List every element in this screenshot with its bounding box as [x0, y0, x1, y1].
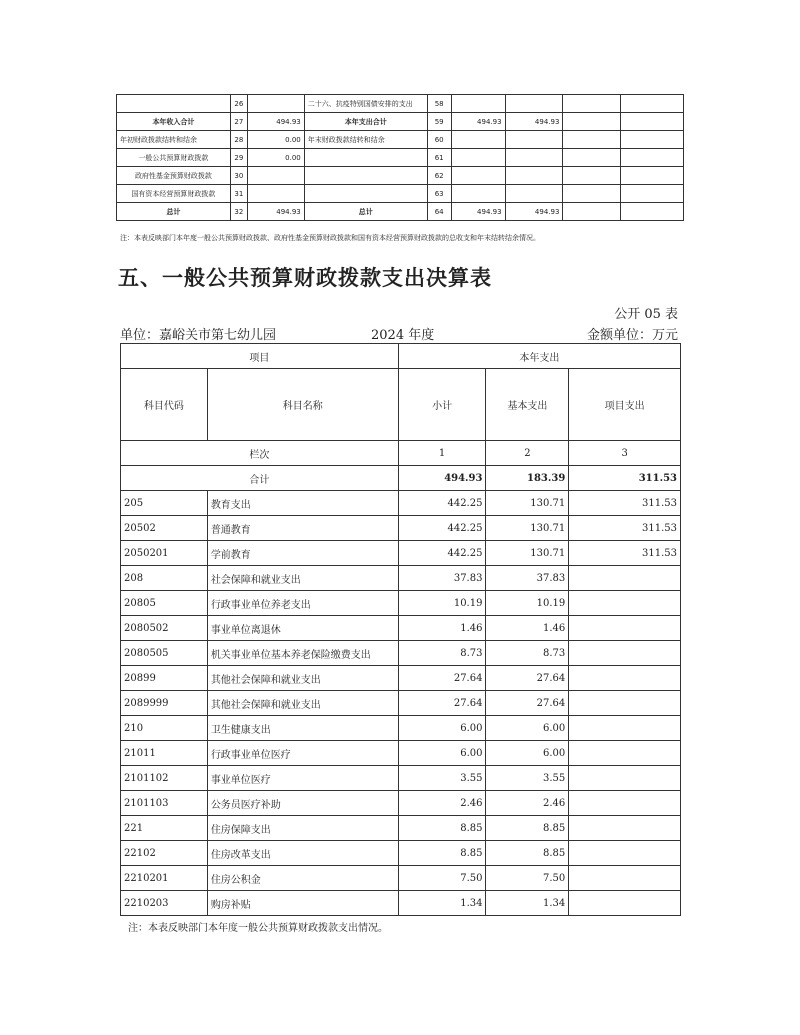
subtotal-value: 8.73 [398, 641, 486, 666]
subtotal-value: 6.00 [398, 741, 486, 766]
expenditure-amount-3 [563, 95, 621, 113]
expenditure-row [121, 891, 681, 916]
expenditure-label: 本年支出合计 [304, 113, 427, 131]
subject-name: 事业单位离退休 [207, 616, 398, 641]
subject-code: 2050201 [121, 541, 208, 566]
project-value: 311.53 [569, 541, 681, 566]
summary-row [117, 185, 684, 203]
header-row-2 [121, 369, 681, 441]
expenditure-row [121, 566, 681, 591]
expenditure-row [121, 816, 681, 841]
total-row [121, 466, 681, 491]
lanci-row [121, 441, 681, 466]
expenditure-amount-3 [563, 185, 621, 203]
row-label [117, 95, 231, 113]
total-subtotal: 494.93 [398, 466, 486, 491]
revenue-expenditure-summary-table [116, 94, 684, 221]
expenditure-amount-4 [621, 131, 684, 149]
basic-value: 27.64 [486, 691, 569, 716]
subject-code: 2089999 [121, 691, 208, 716]
expenditure-amount-2 [505, 149, 563, 167]
subtotal-value: 442.25 [398, 516, 486, 541]
expenditure-amount-2 [505, 131, 563, 149]
subtotal-value: 6.00 [398, 716, 486, 741]
expenditure-row-number: 62 [427, 167, 451, 185]
income-amount [247, 167, 304, 185]
lanci-2: 2 [486, 441, 569, 466]
income-amount: 494.93 [247, 113, 304, 131]
subject-name: 行政事业单位养老支出 [207, 591, 398, 616]
basic-value: 130.71 [486, 491, 569, 516]
lanci-label: 栏次 [121, 441, 399, 466]
subtotal-value: 8.85 [398, 816, 486, 841]
expenditure-row [121, 641, 681, 666]
row-label: 本年收入合计 [117, 113, 231, 131]
subject-code: 205 [121, 491, 208, 516]
project-value [569, 841, 681, 866]
row-label: 国有资本经营预算财政拨款 [117, 185, 231, 203]
expenditure-row [121, 691, 681, 716]
basic-value: 1.34 [486, 891, 569, 916]
subject-name: 普通教育 [207, 516, 398, 541]
general-budget-expenditure-table [120, 343, 681, 916]
project-value [569, 566, 681, 591]
expenditure-label [304, 149, 427, 167]
row-number: 26 [230, 95, 247, 113]
expenditure-amount-2: 494.93 [505, 113, 563, 131]
expenditure-amount-1 [451, 167, 505, 185]
row-number: 31 [230, 185, 247, 203]
table-number: 公开 05 表 [614, 307, 678, 322]
col-project-header: 项目支出 [569, 369, 681, 441]
subject-name: 购房补贴 [207, 891, 398, 916]
summary-table-note: 注：本表反映部门本年度一般公共预算财政拨款、政府性基金预算财政拨款和国有资本经营预算财政拨款的总收支和年末结转结余情况。 [120, 234, 540, 242]
expenditure-table-body [121, 344, 681, 916]
basic-value: 6.00 [486, 716, 569, 741]
subject-name: 教育支出 [207, 491, 398, 516]
expenditure-row [121, 866, 681, 891]
basic-value: 130.71 [486, 541, 569, 566]
project-value [569, 766, 681, 791]
expenditure-row [121, 591, 681, 616]
income-amount: 0.00 [247, 149, 304, 167]
basic-value: 3.55 [486, 766, 569, 791]
expenditure-amount-2 [505, 185, 563, 203]
project-value [569, 666, 681, 691]
expenditure-row-number: 63 [427, 185, 451, 203]
row-number: 27 [230, 113, 247, 131]
expenditure-row [121, 616, 681, 641]
project-value [569, 591, 681, 616]
expenditure-row [121, 541, 681, 566]
expenditure-label [304, 167, 427, 185]
expenditure-row-number: 59 [427, 113, 451, 131]
project-value [569, 616, 681, 641]
subject-name: 卫生健康支出 [207, 716, 398, 741]
row-label: 政府性基金预算财政拨款 [117, 167, 231, 185]
subject-code: 2210203 [121, 891, 208, 916]
project-value [569, 866, 681, 891]
project-value [569, 791, 681, 816]
expenditure-row-number: 64 [427, 203, 451, 221]
project-value [569, 641, 681, 666]
expenditure-row [121, 516, 681, 541]
project-value [569, 716, 681, 741]
summary-row [117, 167, 684, 185]
expenditure-row [121, 666, 681, 691]
income-amount: 494.93 [247, 203, 304, 221]
amount-unit-label: 金额单位：万元 [586, 328, 678, 343]
subject-name: 行政事业单位医疗 [207, 741, 398, 766]
expenditure-row [121, 841, 681, 866]
expenditure-row-number: 60 [427, 131, 451, 149]
expenditure-amount-1 [451, 95, 505, 113]
row-number: 32 [230, 203, 247, 221]
expenditure-amount-4 [621, 113, 684, 131]
unit-label: 单位：嘉峪关市第七幼儿园 [120, 328, 277, 343]
expenditure-amount-4 [621, 149, 684, 167]
project-value [569, 816, 681, 841]
expenditure-table-note: 注：本表反映部门本年度一般公共预算财政拨款支出情况。 [128, 923, 388, 934]
basic-value: 37.83 [486, 566, 569, 591]
subject-name: 住房保障支出 [207, 816, 398, 841]
col-code-header: 科目代码 [121, 369, 208, 441]
project-value: 311.53 [569, 516, 681, 541]
expenditure-amount-2 [505, 167, 563, 185]
income-amount: 0.00 [247, 131, 304, 149]
expenditure-amount-4 [621, 185, 684, 203]
project-value: 311.53 [569, 491, 681, 516]
header-current-year: 本年支出 [398, 344, 680, 369]
total-label: 合计 [121, 466, 399, 491]
subject-code: 2101102 [121, 766, 208, 791]
income-amount [247, 185, 304, 203]
total-basic: 183.39 [486, 466, 569, 491]
expenditure-amount-4 [621, 95, 684, 113]
basic-value: 8.85 [486, 816, 569, 841]
expenditure-amount-2 [505, 95, 563, 113]
project-value [569, 741, 681, 766]
basic-value: 2.46 [486, 791, 569, 816]
subject-name: 社会保障和就业支出 [207, 566, 398, 591]
subject-code: 2080505 [121, 641, 208, 666]
col-basic-header: 基本支出 [486, 369, 569, 441]
section-title: 五、一般公共预算财政拨款支出决算表 [118, 266, 492, 290]
subject-name: 住房公积金 [207, 866, 398, 891]
row-label: 总计 [117, 203, 231, 221]
subtotal-value: 37.83 [398, 566, 486, 591]
subject-code: 20502 [121, 516, 208, 541]
summary-row [117, 203, 684, 221]
lanci-3: 3 [569, 441, 681, 466]
total-project: 311.53 [569, 466, 681, 491]
row-number: 29 [230, 149, 247, 167]
subject-code: 21011 [121, 741, 208, 766]
expenditure-amount-1 [451, 131, 505, 149]
expenditure-amount-3 [563, 203, 621, 221]
subject-code: 20899 [121, 666, 208, 691]
subject-name: 其他社会保障和就业支出 [207, 666, 398, 691]
row-label: 年初财政拨款结转和结余 [117, 131, 231, 149]
expenditure-amount-4 [621, 167, 684, 185]
expenditure-amount-2: 494.93 [505, 203, 563, 221]
col-subtotal-header: 小计 [398, 369, 486, 441]
basic-value: 1.46 [486, 616, 569, 641]
subject-name: 公务员医疗补助 [207, 791, 398, 816]
project-value [569, 891, 681, 916]
expenditure-amount-1: 494.93 [451, 203, 505, 221]
row-label: 一般公共预算财政拨款 [117, 149, 231, 167]
summary-row [117, 113, 684, 131]
summary-row [117, 149, 684, 167]
expenditure-amount-4 [621, 203, 684, 221]
basic-value: 10.19 [486, 591, 569, 616]
expenditure-label: 二十六、抗疫特别国债安排的支出 [304, 95, 427, 113]
expenditure-label: 年末财政拨款结转和结余 [304, 131, 427, 149]
subject-code: 2080502 [121, 616, 208, 641]
basic-value: 27.64 [486, 666, 569, 691]
subject-code: 221 [121, 816, 208, 841]
header-item: 项目 [121, 344, 399, 369]
subtotal-value: 2.46 [398, 791, 486, 816]
project-value [569, 691, 681, 716]
subject-name: 机关事业单位基本养老保险缴费支出 [207, 641, 398, 666]
expenditure-amount-1 [451, 185, 505, 203]
expenditure-row [121, 716, 681, 741]
expenditure-row-number: 58 [427, 95, 451, 113]
subtotal-value: 442.25 [398, 541, 486, 566]
subtotal-value: 1.46 [398, 616, 486, 641]
basic-value: 7.50 [486, 866, 569, 891]
year-label: 2024 年度 [371, 328, 435, 343]
basic-value: 8.85 [486, 841, 569, 866]
basic-value: 8.73 [486, 641, 569, 666]
subtotal-value: 7.50 [398, 866, 486, 891]
subtotal-value: 27.64 [398, 666, 486, 691]
row-number: 28 [230, 131, 247, 149]
expenditure-amount-3 [563, 167, 621, 185]
expenditure-amount-3 [563, 131, 621, 149]
col-name-header: 科目名称 [207, 369, 398, 441]
summary-row [117, 95, 684, 113]
expenditure-row [121, 491, 681, 516]
expenditure-amount-3 [563, 149, 621, 167]
subject-code: 208 [121, 566, 208, 591]
subtotal-value: 1.34 [398, 891, 486, 916]
expenditure-amount-3 [563, 113, 621, 131]
expenditure-amount-1 [451, 149, 505, 167]
header-row-1 [121, 344, 681, 369]
subject-name: 学前教育 [207, 541, 398, 566]
row-number: 30 [230, 167, 247, 185]
subtotal-value: 8.85 [398, 841, 486, 866]
subject-code: 210 [121, 716, 208, 741]
subject-name: 住房改革支出 [207, 841, 398, 866]
subject-name: 事业单位医疗 [207, 766, 398, 791]
lanci-1: 1 [398, 441, 486, 466]
expenditure-label [304, 185, 427, 203]
expenditure-label: 总计 [304, 203, 427, 221]
expenditure-row [121, 791, 681, 816]
basic-value: 6.00 [486, 741, 569, 766]
basic-value: 130.71 [486, 516, 569, 541]
subtotal-value: 442.25 [398, 491, 486, 516]
expenditure-row [121, 766, 681, 791]
subject-code: 2101103 [121, 791, 208, 816]
subtotal-value: 3.55 [398, 766, 486, 791]
income-amount [247, 95, 304, 113]
expenditure-row-number: 61 [427, 149, 451, 167]
subtotal-value: 10.19 [398, 591, 486, 616]
expenditure-row [121, 741, 681, 766]
expenditure-amount-1: 494.93 [451, 113, 505, 131]
summary-row [117, 131, 684, 149]
subject-code: 2210201 [121, 866, 208, 891]
summary-table-body [117, 95, 684, 221]
subject-name: 其他社会保障和就业支出 [207, 691, 398, 716]
subject-code: 20805 [121, 591, 208, 616]
subject-code: 22102 [121, 841, 208, 866]
subtotal-value: 27.64 [398, 691, 486, 716]
